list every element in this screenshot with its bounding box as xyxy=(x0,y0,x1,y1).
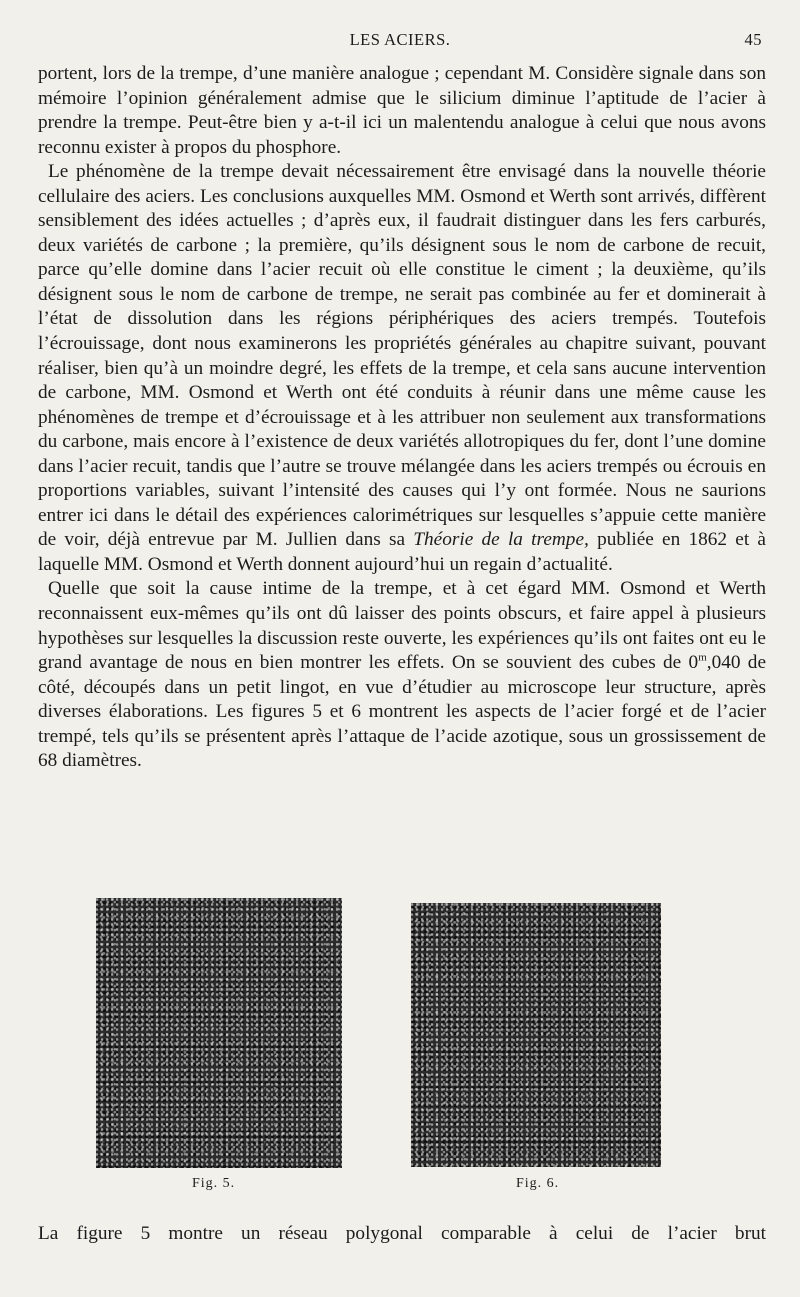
paragraph-4: La figure 5 montre un réseau polygonal comparable à celui de l’acier brut xyxy=(38,1223,766,1244)
figures xyxy=(0,898,800,1198)
paragraph-3-tail: ,040 de côté, découpés dans un petit lingot, en vue d’étudier au microscope leur structure, après diverses élaborations. Les figures 5 et 6 montrent les aspects de l’acier forgé et de l’acier trempé, tels qu’ils se présentent après l’attaque de l’acide azotique, sous un grossissement de 68 diamètres. xyxy=(38,652,766,772)
figure-5-micrograph xyxy=(96,898,342,1168)
paragraph-3-text: Quelle que soit la cause intime de la trempe, et à cet égard MM. Osmond et Werth reconnaissent eux-mêmes qu’ils ont dû laisser des points obscurs, et faire appel à plusieurs hypothèses sur lesquelles la discussion reste ouverte, les expériences qu’ils ont faites ont eu le grand avantage de nous en bien montrer les effets. On se souvient des cubes de 0 xyxy=(38,578,766,674)
paragraph-2-book-title: Théorie de la trempe, xyxy=(413,529,589,551)
body-text xyxy=(38,62,766,774)
paragraph-3-unit: m xyxy=(698,651,707,664)
page-number: 45 xyxy=(744,30,762,49)
figure-6-caption: Fig. 6. xyxy=(516,1176,560,1191)
paragraph-2 xyxy=(38,160,766,577)
paragraph-1: portent, lors de la trempe, d’une manière analogue ; cependant M. Considère signale dans son mémoire l’opinion généralement admise que le silicium diminue l’aptitude de l’acier à prendre la trempe. Peut-être bien y a-t-il ici un malentendu analogue à celui que nous avons reconnu exister à propos du phosphore. xyxy=(38,63,766,158)
paragraph-2-text: Le phénomène de la trempe devait nécessairement être envisagé dans la nouvelle théorie cellulaire des aciers. Les conclusions auxquelles MM. Osmond et Werth sont arrivés, diffèrent sensiblement des idées actuelles ; d’après eux, il faudrait distinguer dans les fers carburés, deux variétés de carbone ; la première, qu’ils désignent sous le nom de carbone de recuit, parce qu’elle domine dans l’acier recuit où elle constitue le ciment ; la deuxième, qu’ils désignent sous le nom de carbone de trempe, ne serait pas combinée au fer et dominerait à l’état de dissolution dans les régions périphériques des aciers trempés. Toutefois l’écrouissage, dont nous examinerons les propriétés générales au chapitre suivant, pouvant réaliser, bien qu’à un moindre degré, les effets de la trempe, et cela sans aucune intervention de carbone, MM. Osmond et Werth ont été conduits à réunir dans une même cause les phénomènes de trempe et d’écrouissage et à les attribuer non seulement aux transformations du carbone, mais encore à l’existence de deux variétés allotropiques du fer, dont l’une domine dans l’acier recuit, tandis que l’autre se trouve mélangée dans les aciers trempés ou écrouis en proportions variables, suivant l’intensité des causes qui l’y ont formée. Nous ne saurions entrer ici dans le détail des expériences calorimétriques sur lesquelles s’appuie cette manière de voir, déjà entrevue par M. Jullien dans sa xyxy=(38,161,766,551)
paragraph-3 xyxy=(38,577,766,773)
paragraph-2-tail: publiée en 1862 et à laquelle MM. Osmond et Werth donnent aujourd’hui un regain d’actualité. xyxy=(38,529,766,575)
figure-6-micrograph xyxy=(411,903,661,1167)
running-title: LES ACIERS. xyxy=(349,30,451,49)
running-header xyxy=(38,30,762,54)
figure-5-caption: Fig. 5. xyxy=(192,1176,236,1191)
